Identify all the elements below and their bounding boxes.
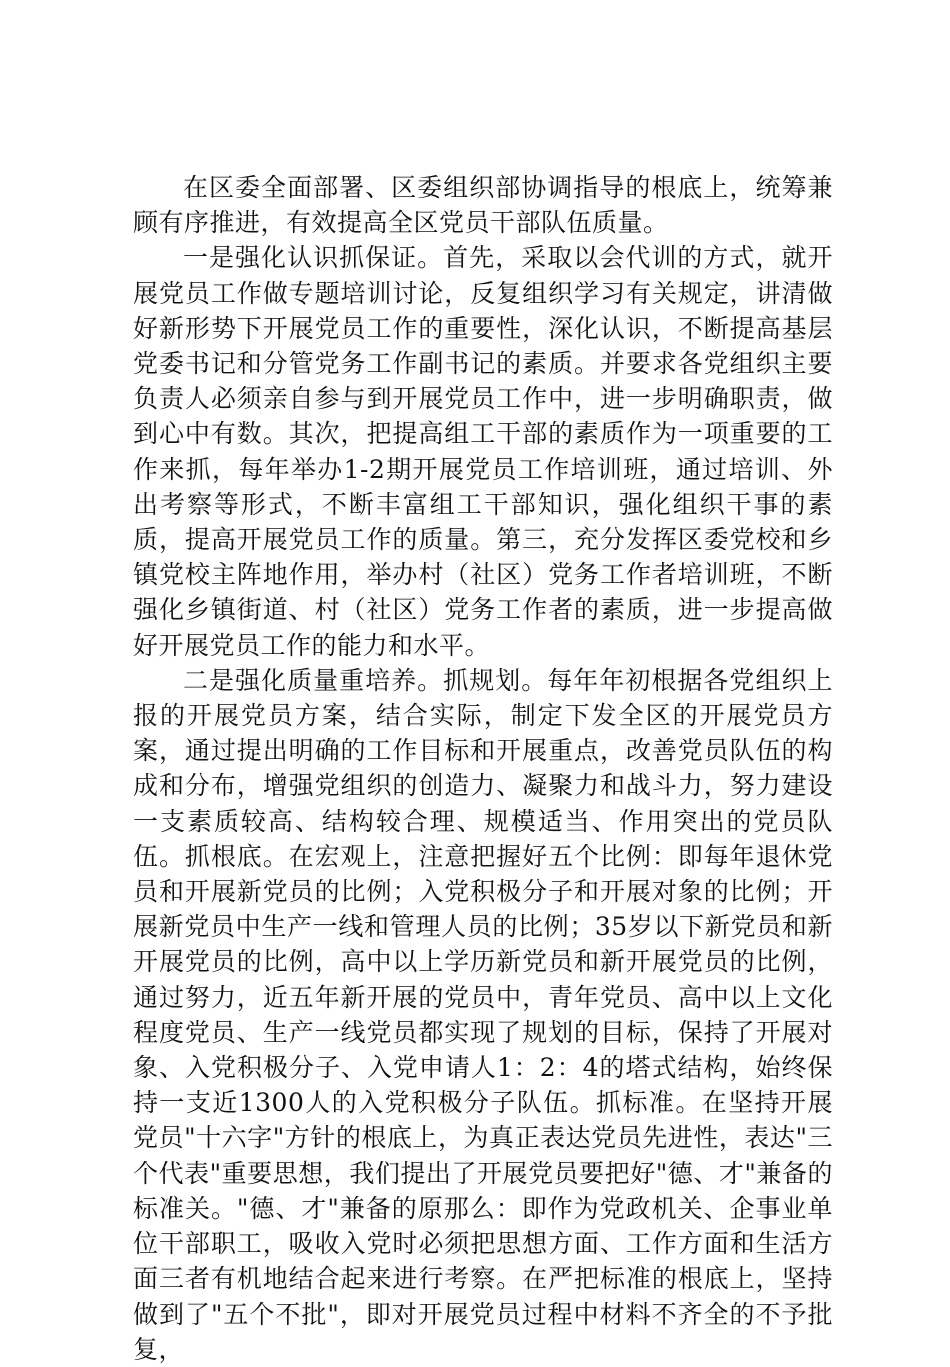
paragraph-awareness: 一是强化认识抓保证。首先，采取以会代训的方式，就开展党员工作做专题培训讨论，反复组织学习有关规定，讲清做好新形势下开展党员工作的重要性，深化认识，不断提高基层党委书记和分管党务工作副书记的素质。并要求各党组织主要负责人必须亲自参与到开展党员工作中，进一步明确职责，做到心中有数。其次，把提高组工干部的素质作为一项重要的工作来抓，每年举办1-2期开展党员工作培训班，通过培训、外出考察等形式，不断丰富组工干部知识，强化组织干事的素质，提高开展党员工作的质量。第三，充分发挥区委党校和乡镇党校主阵地作用，举办村（社区）党务工作者培训班，不断强化乡镇街道、村（社区）党务工作者的素质，进一步提高做好开展党员工作的能力和水平。 — [133, 243, 833, 660]
paragraph-intro: 在区委全面部署、区委组织部协调指导的根底上，统筹兼顾有序推进，有效提高全区党员干部队伍质量。 — [133, 173, 833, 238]
document-body — [133, 170, 833, 1367]
paragraph-quality: 二是强化质量重培养。抓规划。每年年初根据各党组织上报的开展党员方案，结合实际，制定下发全区的开展党员方案，通过提出明确的工作目标和开展重点，改善党员队伍的构成和分布，增强党组织的创造力、凝聚力和战斗力，努力建设一支素质较高、结构较合理、规模适当、作用突出的党员队伍。抓根底。在宏观上，注意把握好五个比例：即每年退休党员和开展新党员的比例；入党积极分子和开展对象的比例；开展新党员中生产一线和管理人员的比例；35岁以下新党员和新开展党员的比例，高中以上学历新党员和新开展党员的比例，通过努力，近五年新开展的党员中，青年党员、高中以上文化程度党员、生产一线党员都实现了规划的目标，保持了开展对象、入党积极分子、入党申请人1：2：4的塔式结构，始终保持一支近1300人的入党积极分子队伍。抓标准。在坚持开展党员"十六字"方针的根底上，为真正表达党员先进性，表达"三个代表"重要思想，我们提出了开展党员要把好"德、才"兼备的标准关。"德、才"兼备的原那么：即作为党政机关、企事业单位干部职工，吸收入党时必须把思想方面、工作方面和生活方面三者有机地结合起来进行考察。在严把标准的根底上，坚持做到了"五个不批"，即对开展党员过程中材料不齐全的不予批复， — [133, 665, 833, 1364]
